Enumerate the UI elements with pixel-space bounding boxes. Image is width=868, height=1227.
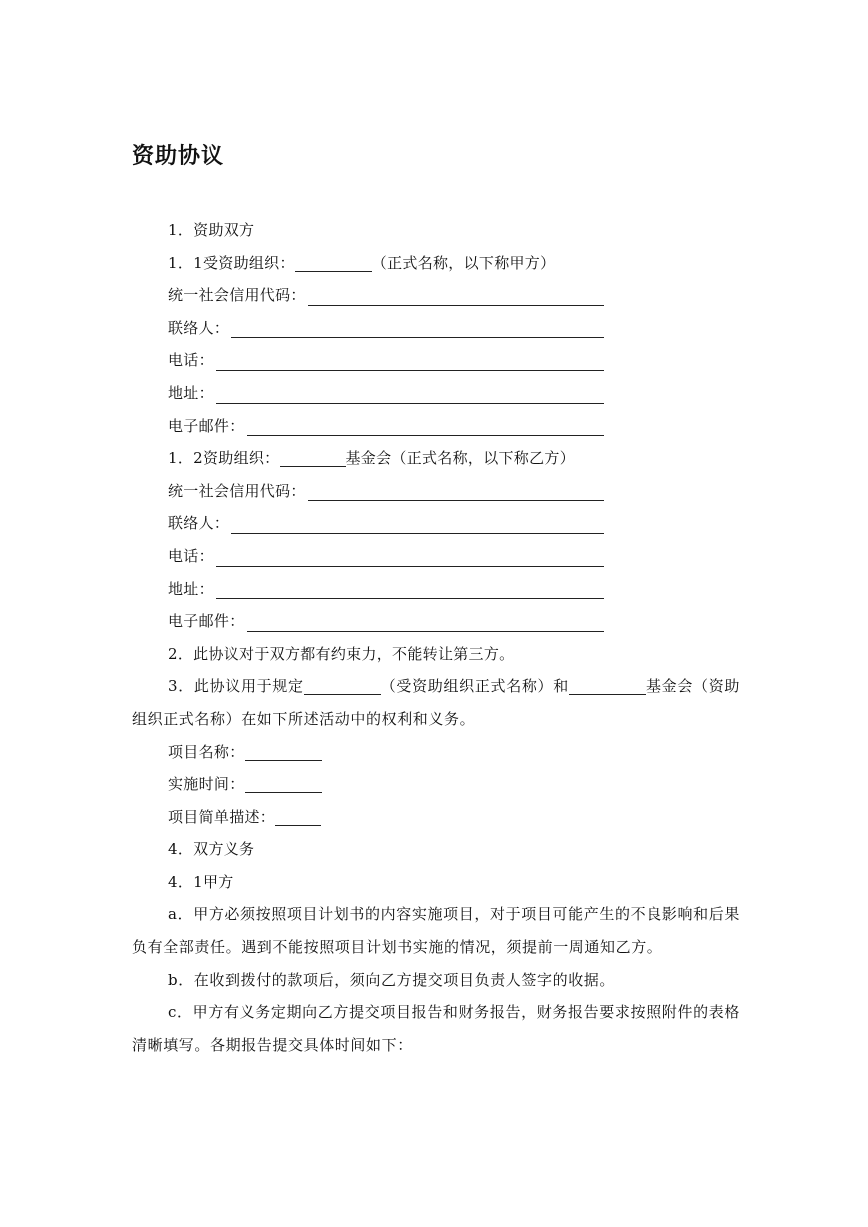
obligation-a: a．甲方必须按照项目计划书的内容实施项目，对于项目可能产生的不良影响和后果负有全部责任。遇到不能按照项目计划书实施的情况，须提前一周通知乙方。	[132, 905, 740, 957]
party-a-prefix: 1．1受资助组织：	[168, 253, 295, 272]
section-4-1-heading: 4．1甲方	[168, 872, 234, 891]
field-label: 电子邮件：	[168, 612, 245, 631]
field-blank-line	[308, 284, 604, 306]
project-description-field	[132, 801, 740, 834]
party-b-email-field	[132, 605, 604, 638]
section-2-text: 2．此协议对于双方都有约束力，不能转让第三方。	[168, 644, 515, 663]
party-a-email-field	[132, 410, 604, 443]
field-blank-line	[216, 349, 604, 371]
party-a-name-blank	[295, 253, 372, 272]
field-blank-line	[247, 610, 604, 632]
field-blank-line	[216, 382, 604, 404]
field-label: 电子邮件：	[168, 416, 245, 435]
grantor-name-blank	[569, 676, 646, 695]
field-blank-line	[231, 316, 604, 338]
field-label: 地址：	[168, 383, 214, 402]
party-b-line	[132, 442, 740, 475]
party-a-line	[132, 247, 740, 280]
document-title: 资助协议	[132, 144, 225, 169]
document-body	[132, 214, 740, 1061]
party-b-credit-code-field	[132, 475, 604, 508]
field-label: 电话：	[168, 546, 214, 565]
project-time-field	[132, 768, 740, 801]
section-4-heading: 4．双方义务	[168, 840, 255, 859]
party-a-phone-field	[132, 344, 604, 377]
field-label: 实施时间：	[168, 775, 245, 794]
section-3-text	[132, 670, 740, 735]
field-label: 电话：	[168, 351, 214, 370]
field-label: 统一社会信用代码：	[168, 286, 306, 305]
field-blank-line	[275, 807, 321, 826]
field-label: 项目名称：	[168, 742, 245, 761]
section-3-part-2: （受资助组织正式名称）和	[380, 677, 569, 696]
obligation-b: b．在收到拨付的款项后，须向乙方提交项目负责人签字的收据。	[168, 970, 616, 989]
party-b-address-field	[132, 573, 604, 606]
section-3-part-3: 基金会（资助组织正式名称）在如下所述活动中的权利和义务。	[132, 677, 741, 728]
party-b-name-blank	[280, 448, 346, 467]
field-blank-line	[216, 545, 604, 567]
party-b-phone-field	[132, 540, 604, 573]
party-a-credit-code-field	[132, 279, 604, 312]
field-blank-line	[245, 742, 322, 761]
grantee-name-blank	[304, 676, 381, 695]
field-label: 统一社会信用代码：	[168, 481, 306, 500]
field-label: 项目简单描述：	[168, 807, 276, 826]
field-label: 地址：	[168, 579, 214, 598]
party-a-contact-field	[132, 312, 604, 345]
project-name-field	[132, 736, 740, 769]
field-blank-line	[216, 577, 604, 599]
field-blank-line	[247, 414, 604, 436]
party-b-suffix: 基金会（正式名称，以下称乙方）	[345, 449, 576, 468]
field-label: 联络人：	[168, 318, 230, 337]
section-1-heading: 1．资助双方	[168, 221, 255, 239]
party-a-suffix: （正式名称，以下称甲方）	[371, 253, 556, 272]
obligation-c: c．甲方有义务定期向乙方提交项目报告和财务报告，财务报告要求按照附件的表格清晰填写。各期报告提交具体时间如下：	[132, 1003, 740, 1054]
party-b-prefix: 1．2资助组织：	[168, 449, 280, 468]
field-blank-line	[231, 512, 604, 534]
field-label: 联络人：	[168, 514, 230, 533]
party-a-address-field	[132, 377, 604, 410]
party-b-contact-field	[132, 507, 604, 540]
field-blank-line	[308, 479, 604, 501]
field-blank-line	[245, 774, 322, 793]
section-3-part-1: 3．此协议用于规定	[168, 677, 304, 696]
